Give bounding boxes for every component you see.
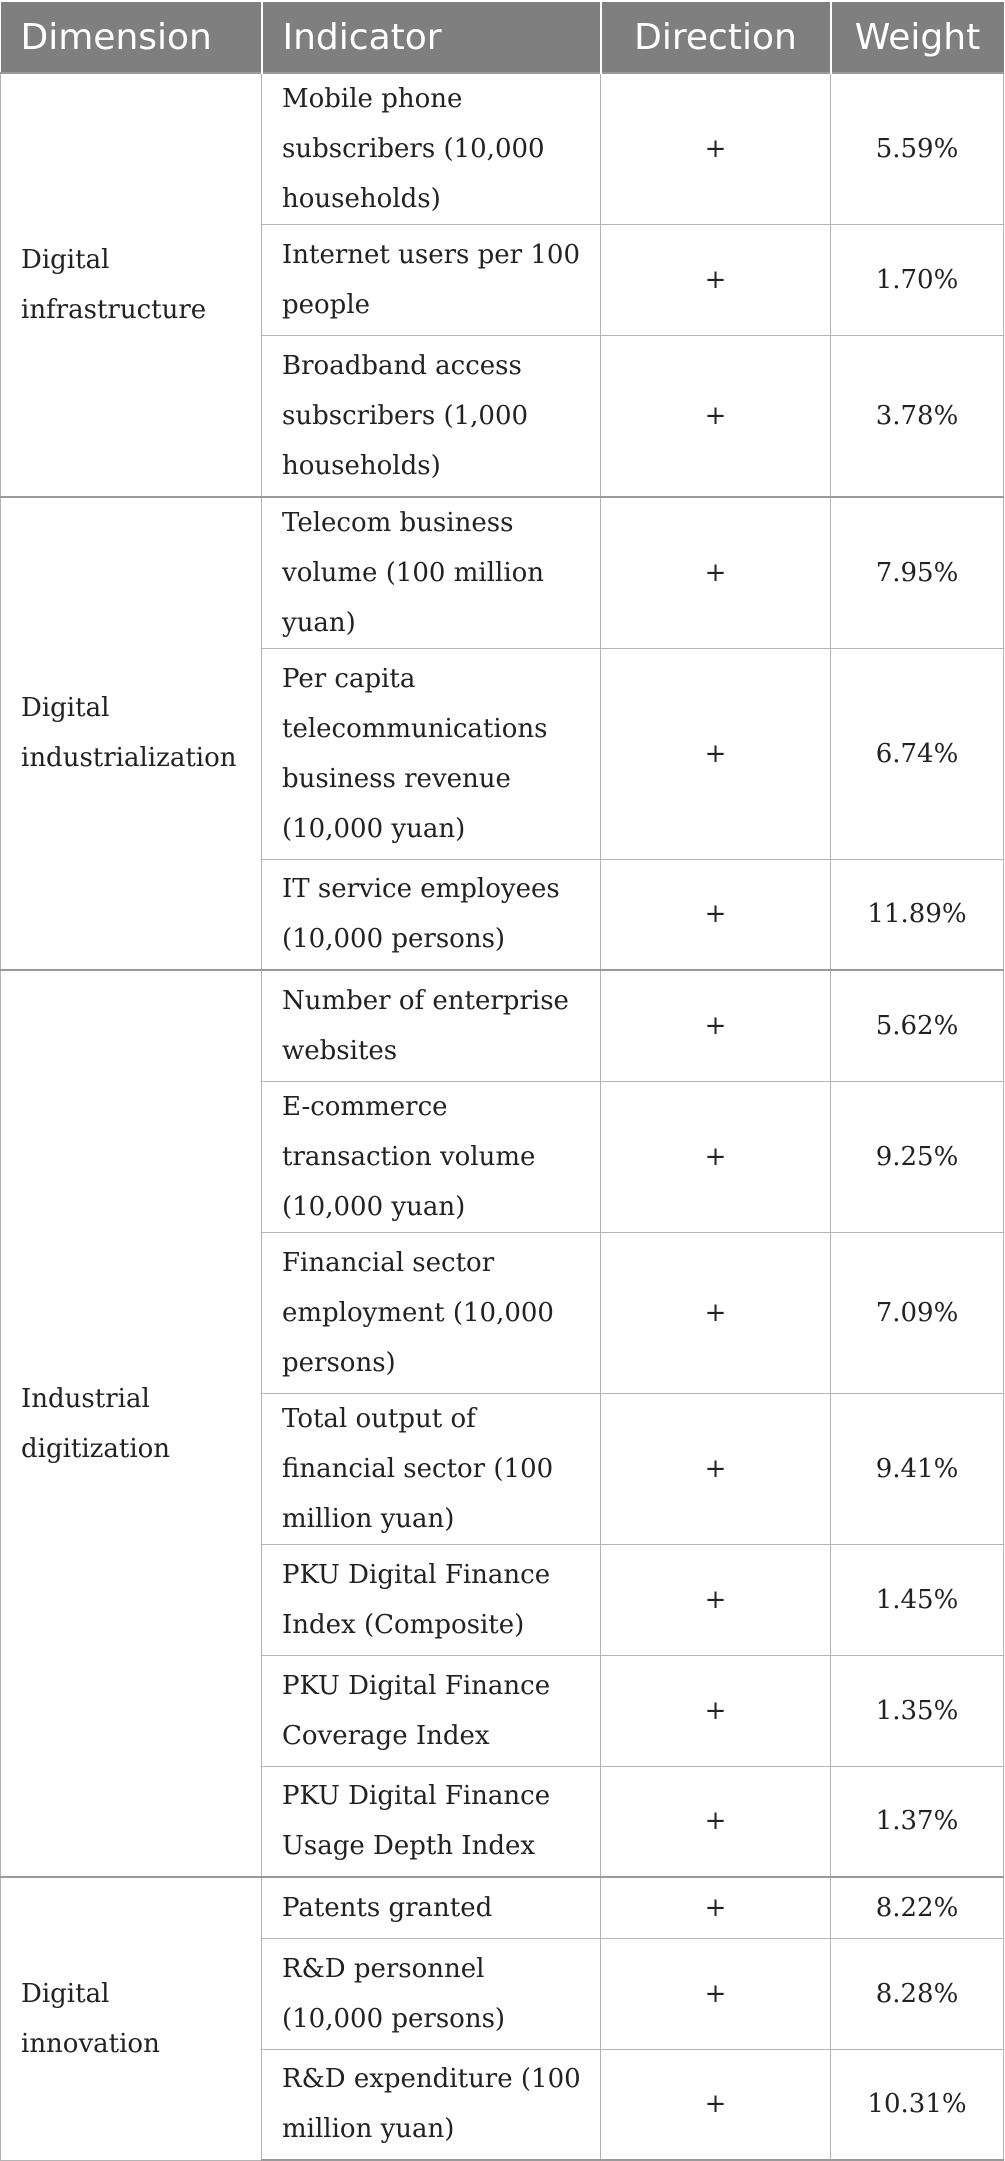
- direction-cell: +: [601, 73, 831, 225]
- direction-cell: +: [601, 225, 831, 336]
- weight-cell: 1.37%: [831, 1766, 1004, 1877]
- table-row: [1, 970, 1004, 1081]
- direction-cell: +: [601, 1766, 831, 1877]
- weight-cell: 8.22%: [831, 1877, 1004, 1938]
- indicator-cell: Mobile phone subscribers (10,000 households): [262, 73, 601, 225]
- indicator-cell: PKU Digital Finance Index (Composite): [262, 1544, 601, 1655]
- indicator-cell: Broadband access subscribers (1,000 households): [262, 336, 601, 497]
- indicator-cell: PKU Digital Finance Coverage Index: [262, 1655, 601, 1766]
- weight-cell: 1.70%: [831, 225, 1004, 336]
- direction-cell: +: [601, 859, 831, 970]
- weight-cell: 7.95%: [831, 497, 1004, 649]
- weight-cell: 8.28%: [831, 1938, 1004, 2049]
- indicator-weight-table: [0, 2, 1004, 2161]
- table-row: [1, 497, 1004, 649]
- table-container: [0, 2, 1003, 2161]
- header-direction: Direction: [601, 2, 831, 73]
- indicator-cell: Telecom business volume (100 million yuan): [262, 497, 601, 649]
- direction-cell: +: [601, 1655, 831, 1766]
- weight-cell: 1.35%: [831, 1655, 1004, 1766]
- direction-cell: +: [601, 2049, 831, 2160]
- weight-cell: 9.41%: [831, 1393, 1004, 1544]
- indicator-cell: Internet users per 100 people: [262, 225, 601, 336]
- direction-cell: +: [601, 970, 831, 1081]
- header-indicator: Indicator: [262, 2, 601, 73]
- indicator-cell: PKU Digital Finance Usage Depth Index: [262, 1766, 601, 1877]
- weight-cell: 7.09%: [831, 1232, 1004, 1393]
- dimension-cell: Digital innovation: [1, 1877, 262, 2160]
- dimension-cell: Industrial digitization: [1, 970, 262, 1877]
- weight-cell: 5.62%: [831, 970, 1004, 1081]
- weight-cell: 10.31%: [831, 2049, 1004, 2160]
- header-weight: Weight: [831, 2, 1004, 73]
- indicator-cell: Financial sector employment (10,000 persons): [262, 1232, 601, 1393]
- dimension-cell: Digital industrialization: [1, 497, 262, 971]
- direction-cell: +: [601, 497, 831, 649]
- table-header-row: [1, 2, 1004, 73]
- indicator-cell: E-commerce transaction volume (10,000 yuan): [262, 1081, 601, 1232]
- direction-cell: +: [601, 1393, 831, 1544]
- indicator-cell: Number of enterprise websites: [262, 970, 601, 1081]
- weight-cell: 3.78%: [831, 336, 1004, 497]
- weight-cell: 6.74%: [831, 648, 1004, 859]
- table-row: [1, 1877, 1004, 1938]
- weight-cell: 1.45%: [831, 1544, 1004, 1655]
- direction-cell: +: [601, 336, 831, 497]
- direction-cell: +: [601, 648, 831, 859]
- indicator-cell: Total output of financial sector (100 million yuan): [262, 1393, 601, 1544]
- header-dimension: Dimension: [1, 2, 262, 73]
- indicator-cell: IT service employees (10,000 persons): [262, 859, 601, 970]
- direction-cell: +: [601, 1938, 831, 2049]
- indicator-cell: Per capita telecommunications business revenue (10,000 yuan): [262, 648, 601, 859]
- indicator-cell: Patents granted: [262, 1877, 601, 1938]
- indicator-cell: R&D expenditure (100 million yuan): [262, 2049, 601, 2160]
- direction-cell: +: [601, 1081, 831, 1232]
- dimension-cell: Digital infrastructure: [1, 73, 262, 497]
- direction-cell: +: [601, 1544, 831, 1655]
- weight-cell: 5.59%: [831, 73, 1004, 225]
- indicator-cell: R&D personnel (10,000 persons): [262, 1938, 601, 2049]
- direction-cell: +: [601, 1877, 831, 1938]
- table-row: [1, 73, 1004, 225]
- weight-cell: 11.89%: [831, 859, 1004, 970]
- direction-cell: +: [601, 1232, 831, 1393]
- weight-cell: 9.25%: [831, 1081, 1004, 1232]
